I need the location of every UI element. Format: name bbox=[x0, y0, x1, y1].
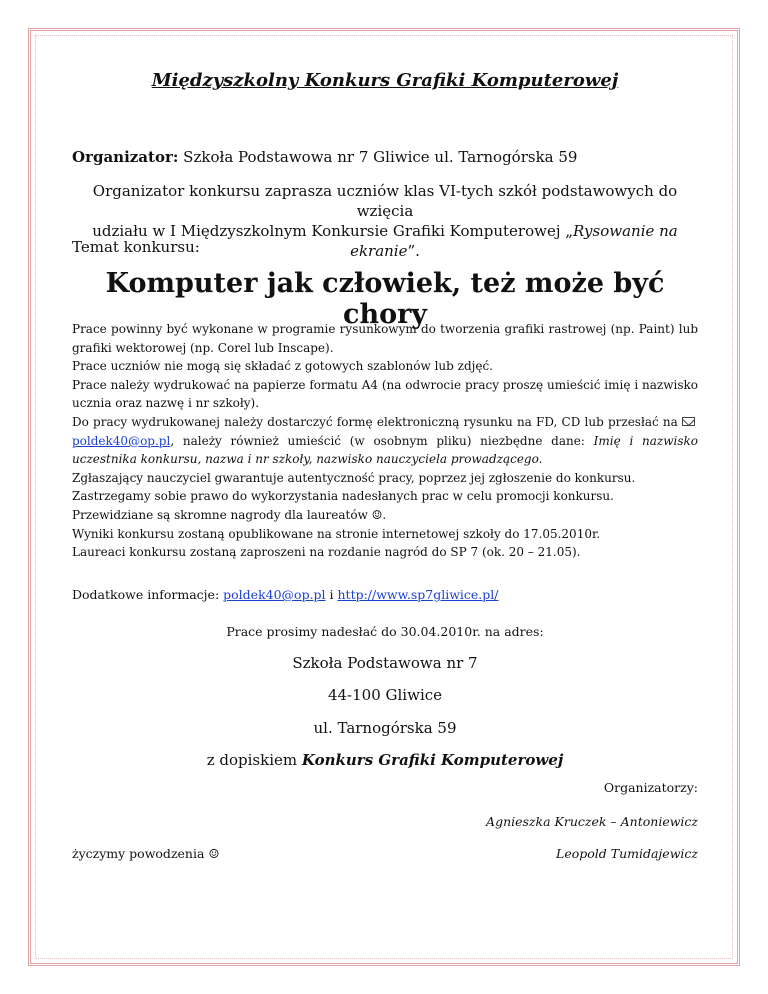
rules-section bbox=[72, 320, 698, 562]
organizer-label: Organizator: bbox=[72, 148, 179, 166]
organizer-email-link[interactable]: poldek40@op.pl bbox=[72, 433, 171, 448]
rule-usage-rights: Zastrzegamy sobie prawo do wykorzystania nadesłanych prac w celu promocji konkursu. bbox=[72, 489, 614, 504]
rule-no-templates: Prace uczniów nie mogą się składać z gotowych szablonów lub zdjęć. bbox=[72, 359, 493, 374]
invitation-line-1: Organizator konkursu zaprasza uczniów klas VI-tych szkół podstawowych do wzięcia bbox=[92, 182, 678, 220]
rule-electronic-middle: , należy również umieścić (w osobnym pliku) niezbędne dane: bbox=[170, 433, 594, 448]
rule-prizes: Przewidziane są skromne nagrody dla laureatów ☺. bbox=[72, 507, 387, 522]
organizer-name-1: Agnieszka Kruczek – Antoniewicz bbox=[486, 814, 698, 829]
additional-info-middle: i bbox=[325, 587, 338, 602]
address-line-annotation bbox=[72, 751, 698, 769]
rule-electronic-form bbox=[72, 413, 698, 469]
organizer-value: Szkoła Podstawowa nr 7 Gliwice ul. Tarnogórska 59 bbox=[178, 148, 578, 166]
topic-label: Temat konkursu: bbox=[72, 238, 200, 256]
annotation-prefix: z dopiskiem bbox=[206, 751, 302, 769]
good-luck-wish: życzymy powodzenia ☺ bbox=[72, 846, 220, 861]
address-line-street: ul. Tarnogórska 59 bbox=[313, 719, 457, 737]
invitation-line-2-prefix: udziału w I Międzyszkolnym Konkursie Grafiki Komputerowej „ bbox=[92, 222, 574, 240]
annotation-label: Konkurs Grafiki Komputerowej bbox=[301, 751, 564, 769]
organizer-name-2: Leopold Tumidajewicz bbox=[556, 846, 698, 861]
address-line-school: Szkoła Podstawowa nr 7 bbox=[292, 654, 478, 672]
envelope-icon bbox=[682, 417, 695, 426]
submission-deadline: Prace prosimy nadesłać do 30.04.2010r. na adres: bbox=[226, 624, 544, 639]
required-data-note: Imię i nazwisko uczestnika konkursu, nazwa i nr szkoły, nazwisko nauczyciela prowadzącego. bbox=[72, 433, 698, 467]
rule-results: Wyniki konkursu zostaną opublikowane na stronie internetowej szkoły do 17.05.2010r. bbox=[72, 526, 601, 541]
document-title: Międzyszkolny Konkurs Grafiki Komputerowej bbox=[151, 70, 619, 91]
organizer-line bbox=[72, 148, 698, 166]
contest-name: Rysowanie na ekranie bbox=[350, 222, 678, 260]
rule-print-a4: Prace należy wydrukować na papierze formatu A4 (na odwrocie pracy proszę umieścić imię i nazwisko ucznia oraz nazwę i nr szkoły). bbox=[72, 377, 698, 411]
additional-info bbox=[72, 587, 698, 602]
rule-authenticity: Zgłaszający nauczyciel gwarantuje autentyczność pracy, poprzez jej zgłoszenie do konkursu. bbox=[72, 470, 636, 485]
rule-award-ceremony: Laureaci konkursu zostaną zaproszeni na rozdanie nagród do SP 7 (ok. 20 – 21.05). bbox=[72, 545, 581, 560]
address-line-postcode: 44-100 Gliwice bbox=[327, 686, 443, 704]
rule-software: Prace powinny być wykonane w programie rysunkowym do tworzenia grafiki rastrowej (np. Paint) lub grafiki wektorowej (np. Corel lub Inscape). bbox=[72, 322, 698, 355]
contest-topic: Komputer jak człowiek, też może być chory bbox=[105, 268, 665, 330]
additional-info-prefix: Dodatkowe informacje: bbox=[72, 587, 224, 602]
school-website-link[interactable]: http://www.sp7gliwice.pl/ bbox=[337, 587, 499, 602]
organizers-label: Organizatorzy: bbox=[603, 780, 698, 795]
info-email-link[interactable]: poldek40@op.pl bbox=[223, 587, 326, 602]
invitation-line-2-suffix: ”. bbox=[407, 242, 420, 260]
rule-electronic-prefix: Do pracy wydrukowanej należy dostarczyć formę elektroniczną rysunku na FD, CD lub przesłać na bbox=[72, 414, 682, 429]
